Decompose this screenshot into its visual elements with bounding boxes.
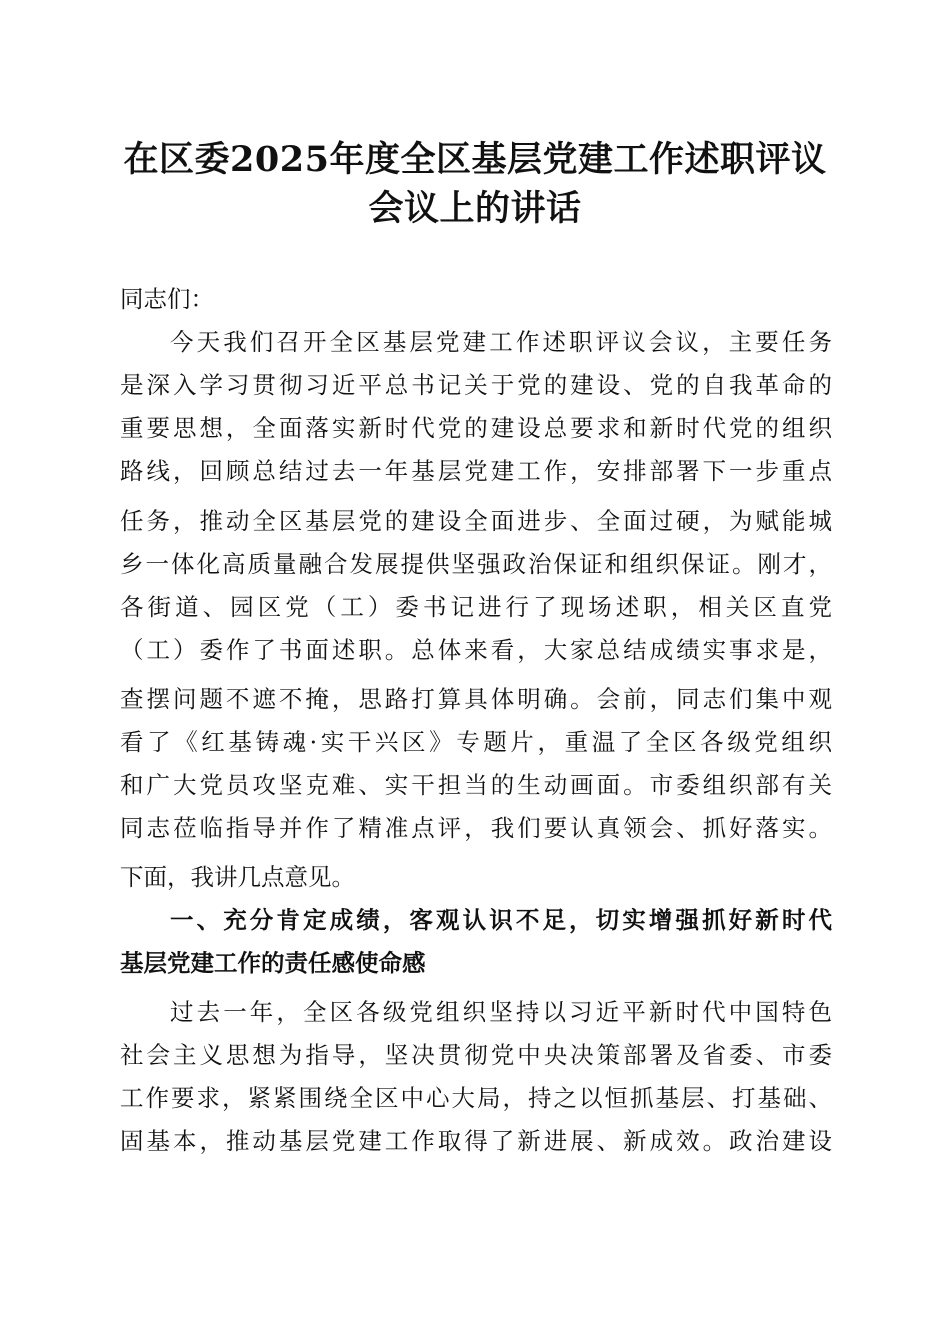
paragraph-1-line: 各街道、园区党（工）委书记进行了现场述职，相关区直党	[120, 593, 832, 621]
paragraph-2-line: 过去一年，全区各级党组织坚持以习近平新时代中国特色	[170, 998, 832, 1026]
document-title-line-2: 会议上的讲话	[368, 188, 582, 229]
paragraph-2-line: 工作要求，紧紧围绕全区中心大局，持之以恒抓基层、打基础、	[120, 1084, 832, 1112]
paragraph-1-line: 任务，推动全区基层党的建设全面进步、全面过硬，为赋能城	[120, 507, 832, 535]
paragraph-1-line: 查摆问题不遮不掩，思路打算具体明确。会前，同志们集中观	[120, 685, 832, 713]
paragraph-1-line: 是深入学习贯彻习近平总书记关于党的建设、党的自我革命的	[120, 371, 832, 399]
salutation: 同志们：	[120, 285, 214, 313]
paragraph-1-line: 重要思想，全面落实新时代党的建设总要求和新时代党的组织	[120, 414, 832, 442]
paragraph-1-line: （工）委作了书面述职。总体来看，大家总结成绩实事求是，	[120, 636, 832, 664]
section-heading-line: 基层党建工作的责任感使命感	[120, 949, 426, 977]
paragraph-1-line: 看了《红基铸魂·实干兴区》专题片，重温了全区各级党组织	[120, 728, 832, 756]
paragraph-1-line: 乡一体化高质量融合发展提供坚强政治保证和组织保证。刚才，	[120, 550, 832, 578]
paragraph-1-line: 和广大党员攻坚克难、实干担当的生动画面。市委组织部有关	[120, 771, 832, 799]
paragraph-2-line: 社会主义思想为指导，坚决贯彻党中央决策部署及省委、市委	[120, 1041, 832, 1069]
paragraph-2-line: 固基本，推动基层党建工作取得了新进展、新成效。政治建设	[120, 1127, 832, 1155]
paragraph-1-line: 下面，我讲几点意见。	[120, 863, 355, 891]
document-title-line-1: 在区委2025年度全区基层党建工作述职评议	[123, 139, 827, 180]
paragraph-1-line: 路线，回顾总结过去一年基层党建工作，安排部署下一步重点	[120, 457, 832, 485]
paragraph-1-line: 同志莅临指导并作了精准点评，我们要认真领会、抓好落实。	[120, 814, 832, 842]
paragraph-1-line: 今天我们召开全区基层党建工作述职评议会议，主要任务	[170, 328, 832, 356]
section-heading-line: 一、充分肯定成绩，客观认识不足，切实增强抓好新时代	[170, 906, 832, 934]
